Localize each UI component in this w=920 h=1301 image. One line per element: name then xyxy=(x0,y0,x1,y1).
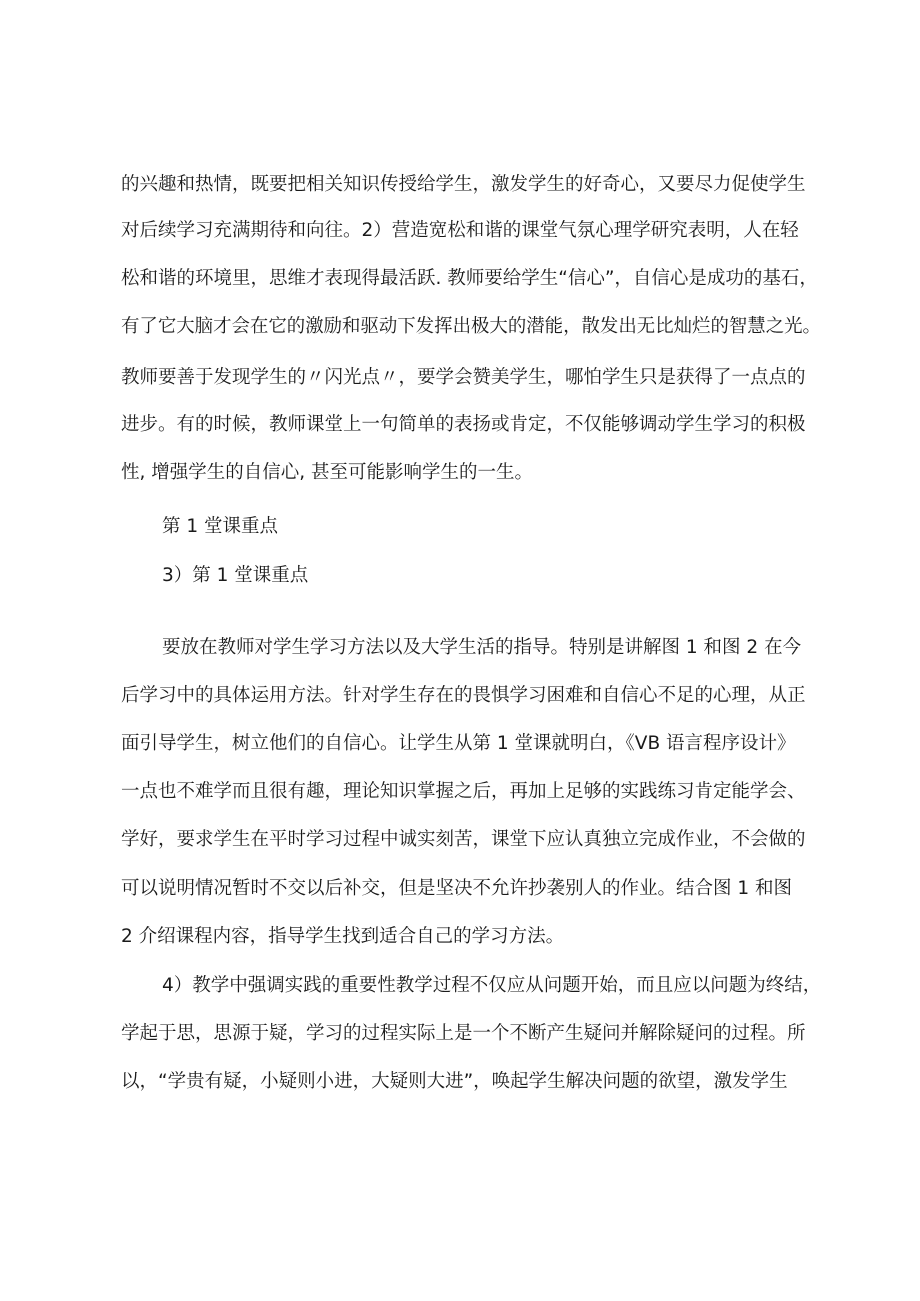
paragraph-1-line-1: 的兴趣和热情，既要把相关知识传授给学生，激发学生的好奇心，又要尽力促使学生 xyxy=(121,174,806,195)
paragraph-2-line-2: 后学习中的具体运用方法。针对学生存在的畏惧学习困难和自信心不足的心理，从正 xyxy=(121,685,806,706)
paragraph-1-line-3: 松和谐的环境里，思维才表现得最活跃. 教师要给学生“信心”，自信心是成功的基石， xyxy=(121,268,818,289)
paragraph-3-line-2: 学起于思，思源于疑，学习的过程实际上是一个不断产生疑问并解除疑问的过程。所 xyxy=(121,1023,806,1044)
paragraph-1-line-4: 有了它大脑才会在它的激励和驱动下发挥出极大的潜能，散发出无比灿烂的智慧之光。 xyxy=(121,316,821,337)
paragraph-2-line-3: 面引导学生，树立他们的自信心。让学生从第 1 堂课就明白，《VB 语言程序设计》 xyxy=(121,733,796,754)
section-heading-3-lesson-1: 3）第 1 堂课重点 xyxy=(162,565,309,586)
paragraph-1-line-6: 进步。有的时候，教师课堂上一句简单的表扬或肯定，不仅能够调动学生学习的积极 xyxy=(121,414,806,435)
paragraph-3-line-3: 以，“学贵有疑，小疑则小进，大疑则大进”，唤起学生解决问题的欲望，激发学生 xyxy=(121,1071,788,1092)
paragraph-2-line-7: 2 介绍课程内容，指导学生找到适合自己的学习方法。 xyxy=(121,926,565,947)
paragraph-1-line-2: 对后续学习充满期待和向往。2）营造宽松和谐的课堂气氛心理学研究表明，人在轻 xyxy=(121,220,799,241)
paragraph-1-line-5: 教师要善于发现学生的〃闪光点〃，要学会赞美学生，哪怕学生只是获得了一点点的 xyxy=(121,367,806,388)
paragraph-2-line-4: 一点也不难学而且很有趣，理论知识掌握之后，再加上足够的实践练习肯定能学会、 xyxy=(121,781,806,802)
paragraph-2-line-5: 学好，要求学生在平时学习过程中诚实刻苦，课堂下应认真独立完成作业，不会做的 xyxy=(121,829,806,850)
paragraph-3-line-1: 4）教学中强调实践的重要性教学过程不仅应从问题开始，而且应以问题为终结， xyxy=(162,975,822,996)
paragraph-2-line-1: 要放在教师对学生学习方法以及大学生活的指导。特别是讲解图 1 和图 2 在今 xyxy=(162,637,802,658)
paragraph-2-line-6: 可以说明情况暂时不交以后补交，但是坚决不允许抄袭别人的作业。结合图 1 和图 xyxy=(121,878,793,899)
section-heading-lesson-1: 第 1 堂课重点 xyxy=(162,516,279,537)
paragraph-1-line-7: 性, 增强学生的自信心, 甚至可能影响学生的一生。 xyxy=(121,462,534,483)
